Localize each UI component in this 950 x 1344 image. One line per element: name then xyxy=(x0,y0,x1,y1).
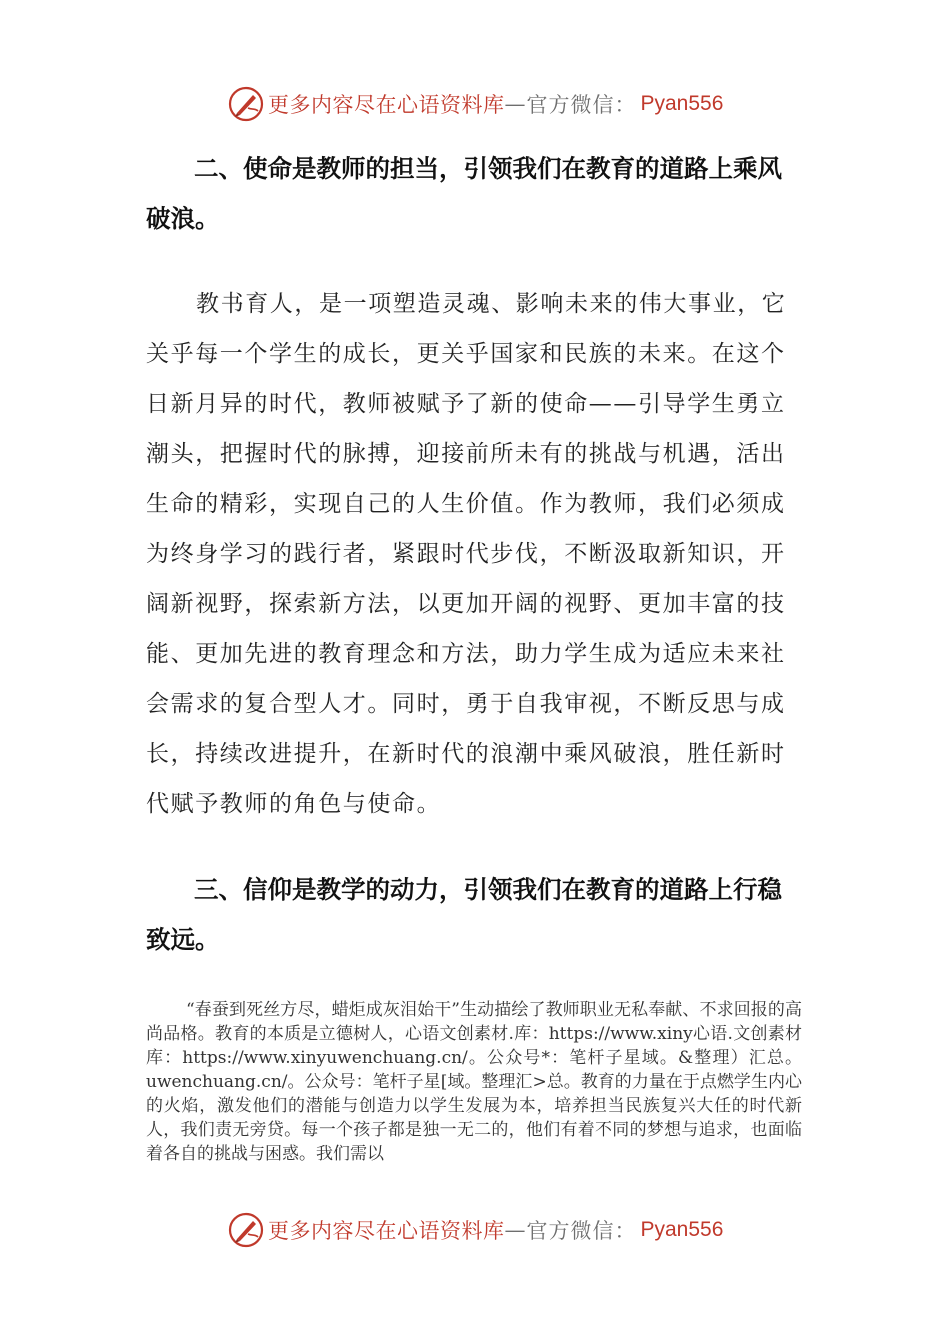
section-2-heading-text: 二、使命是教师的担当，引领我们在教育的道路上乘风破浪。 xyxy=(146,154,782,233)
section-3-heading-text: 三、信仰是教学的动力，引领我们在教育的道路上行稳致远。 xyxy=(146,875,782,954)
banner-site-name: 更多内容尽在心语资料库 xyxy=(268,1219,505,1243)
pen-logo-icon xyxy=(228,86,264,122)
banner-wechat-id: Pyan556 xyxy=(640,92,724,115)
banner-label: 官方微信： xyxy=(526,93,637,117)
header-banner[interactable] xyxy=(228,84,723,124)
section-3-heading xyxy=(146,865,806,965)
banner-separator: — xyxy=(504,1218,527,1242)
section-3-paragraph-text: “春蚕到死丝方尽，蜡炬成灰泪始干”生动描绘了教师职业无私奉献、不求回报的高尚品格。教育的本质是立德树人，心语文创素材.库：https://www.xiny心语.文创素材库：https://www.xinyuwenchuang.cn/。公众号*：笔杆子星域。&整理）汇总。uwenchuang.cn/。公众号：笔杆子星[域。整理汇>总。教育的力量在于点燃学生内心的火焰，激发他们的潜能与创造力以学生发展为本，培养担当民族复兴大任的时代新人，我们责无旁贷。每一个孩子都是独一无二的，他们有着不同的梦想与追求，也面临着各自的挑战与困惑。我们需以 xyxy=(146,1000,802,1164)
banner-wechat-id: Pyan556 xyxy=(640,1218,724,1241)
footer-banner[interactable] xyxy=(228,1210,723,1250)
section-2-heading xyxy=(146,144,806,244)
banner-label: 官方微信： xyxy=(526,1219,637,1243)
banner-site-name: 更多内容尽在心语资料库 xyxy=(268,93,505,117)
banner-separator: — xyxy=(504,92,527,116)
section-2-paragraph-text: 教书育人，是一项塑造灵魂、影响未来的伟大事业，它关乎每一个学生的成长，更关乎国家和民族的未来。在这个日新月异的时代，教师被赋予了新的使命——引导学生勇立潮头，把握时代的脉搏，迎接前所未有的挑战与机遇，活出生命的精彩，实现自己的人生价值。作为教师，我们必须成为终身学习的践行者，紧跟时代步伐，不断汲取新知识，开阔新视野，探索新方法，以更加开阔的视野、更加丰富的技能、更加先进的教育理念和方法，助力学生成为适应未来社会需求的复合型人才。同时，勇于自我审视，不断反思与成长，持续改进提升，在新时代的浪潮中乘风破浪，胜任新时代赋予教师的角色与使命。 xyxy=(146,291,787,817)
section-3-paragraph xyxy=(146,998,802,1166)
section-2-paragraph xyxy=(146,279,806,829)
pen-logo-icon xyxy=(228,1212,264,1248)
